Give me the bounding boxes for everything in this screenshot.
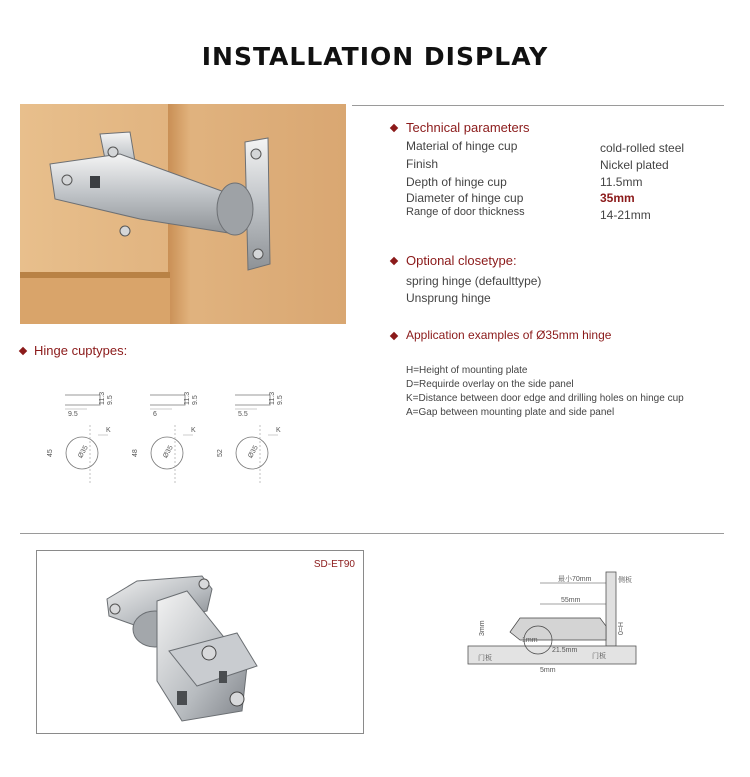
section-title-cuptypes: Hinge cuptypes: [34, 343, 128, 358]
param-label: Depth of hinge cup [406, 175, 507, 189]
model-label: SD-ET90 [313, 559, 355, 570]
dim-offset: 21.5mm [552, 647, 578, 654]
dim-height: 52 [217, 449, 224, 457]
param-label: Material of hinge cup [406, 139, 518, 153]
cuptype-diagram-3 [217, 392, 284, 485]
dim-side-b: 9.5 [107, 395, 114, 405]
door-panel-label: 门板 [592, 653, 606, 660]
dim-side-b: 9.5 [192, 395, 199, 405]
dim-gap: 1mm [522, 637, 538, 644]
cup-label: Ø35 [247, 444, 260, 460]
door-panel-label-2: 门板 [478, 655, 492, 662]
dim-side-a: 11.3 [269, 391, 276, 405]
cuptype-diagram-2 [132, 392, 199, 485]
param-value: 11.5mm [600, 175, 643, 189]
bullet-optional [390, 257, 398, 265]
bullet-application [390, 332, 398, 340]
dim-max: 最小70mm [558, 576, 592, 583]
dim-k: K [191, 427, 196, 434]
cup-label: Ø35 [77, 444, 90, 460]
dim-cup-depth: 5mm [540, 667, 556, 674]
divider-top [352, 105, 724, 106]
page-title: INSTALLATION DISPLAY [201, 42, 549, 71]
application-note: K=Distance between door edge and drilling holes on hinge cup [406, 393, 684, 404]
option-item: spring hinge (defaulttype) [406, 274, 542, 288]
dim-side-a: 11.3 [99, 391, 106, 405]
bullet-cuptypes [19, 347, 27, 355]
dim-top: 6 [153, 411, 157, 418]
option-item: Unsprung hinge [406, 291, 491, 305]
dim-k: K [276, 427, 281, 434]
dim-top: 9.5 [68, 411, 78, 418]
hinge-product-illustration [97, 571, 297, 731]
section-title-application: Application examples of Ø35mm hinge [406, 328, 612, 342]
side-panel-label: 侧板 [618, 577, 632, 584]
dim-top: 5.5 [238, 411, 248, 418]
dim-left: 3mm [479, 620, 486, 636]
param-value: Nickel plated [600, 158, 669, 172]
param-value-highlight: 35mm [600, 191, 635, 205]
param-label: Range of door thickness [406, 206, 525, 218]
dim-height: 45 [47, 449, 54, 457]
dim-width: 55mm [561, 597, 581, 604]
installation-photo [20, 104, 346, 324]
param-label: Finish [406, 157, 439, 171]
param-label: Diameter of hinge cup [406, 191, 524, 205]
cuptype-diagram-1 [47, 392, 114, 485]
hinge-installed-illustration [20, 104, 346, 324]
divider-bottom [20, 533, 724, 534]
section-title-technical: Technical parameters [406, 120, 530, 135]
section-title-optional: Optional closetype: [406, 253, 517, 268]
dim-k: K [106, 427, 111, 434]
cup-label: Ø35 [162, 444, 175, 460]
application-note: D=Requirde overlay on the side panel [406, 379, 574, 390]
product-photo-box [36, 550, 364, 734]
bullet-technical [390, 124, 398, 132]
dim-side-a: 11.3 [184, 391, 191, 405]
application-note: A=Gap between mounting plate and side panel [406, 407, 615, 418]
param-value: cold-rolled steel [600, 141, 685, 155]
dim-side-b: 9.5 [277, 395, 284, 405]
application-note: H=Height of mounting plate [406, 365, 528, 376]
cuptype-diagrams [40, 385, 310, 495]
installation-drawing [460, 570, 640, 685]
dim-height: 48 [132, 449, 139, 457]
param-value: 14-21mm [600, 208, 651, 222]
h-label: H=0 [616, 622, 623, 636]
